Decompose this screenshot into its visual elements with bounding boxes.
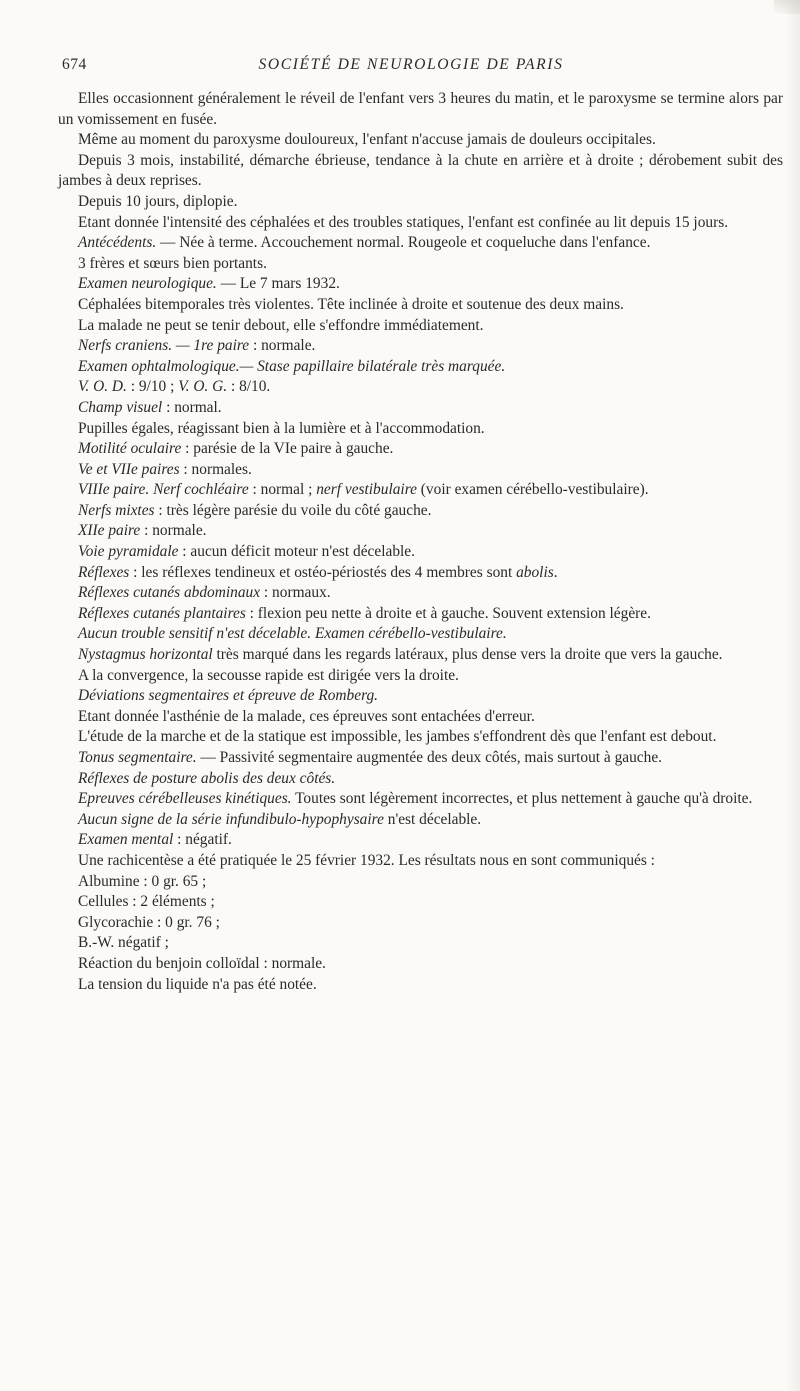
text-run: : 8/10. bbox=[227, 378, 271, 396]
italic-run: Nerfs mixtes bbox=[78, 501, 155, 519]
paragraph bbox=[58, 233, 783, 254]
italic-run: Motilité oculaire bbox=[78, 440, 182, 458]
paragraph bbox=[58, 192, 783, 213]
text-run: . bbox=[553, 563, 558, 581]
paragraph bbox=[58, 645, 783, 666]
italic-run: Aucun trouble sensitif n'est décelable. Examen cérébello-vestibulaire. bbox=[78, 625, 507, 643]
paragraph bbox=[58, 769, 783, 790]
paragraph bbox=[58, 748, 783, 769]
italic-run: Réflexes cutanés abdominaux bbox=[78, 584, 261, 602]
paragraph bbox=[58, 830, 783, 851]
text-run: 3 frères et sœurs bien portants. bbox=[78, 254, 267, 272]
paragraph bbox=[58, 851, 783, 872]
page-body bbox=[58, 89, 783, 995]
italic-run: Ve et VIIe paires bbox=[78, 460, 180, 478]
italic-run: V. O. G. bbox=[178, 378, 228, 396]
text-run: La tension du liquide n'a pas été notée. bbox=[78, 975, 317, 993]
paragraph bbox=[58, 521, 783, 542]
italic-run: VIIIe paire. Nerf cochléaire bbox=[78, 481, 249, 499]
italic-run: nerf vestibulaire bbox=[316, 481, 417, 499]
paragraph bbox=[58, 316, 783, 337]
text-run: très marqué dans les regards latéraux, plus dense vers la droite que vers la gauche. bbox=[212, 646, 723, 664]
paragraph bbox=[58, 913, 783, 934]
text-run: Cellules : 2 éléments ; bbox=[78, 893, 215, 911]
text-run: Etant donnée l'asthénie de la malade, ces épreuves sont entachées d'erreur. bbox=[78, 707, 535, 725]
text-run: (voir examen cérébello-vestibulaire). bbox=[416, 481, 649, 499]
text-run: : négatif. bbox=[173, 831, 232, 849]
paragraph bbox=[58, 872, 783, 893]
paragraph bbox=[58, 604, 783, 625]
italic-run: Examen neurologique. bbox=[78, 275, 217, 293]
paragraph bbox=[58, 810, 783, 831]
text-run: : normale. bbox=[249, 337, 316, 355]
text-run: — Le 7 mars 1932. bbox=[216, 275, 340, 293]
page-edge-shadow bbox=[786, 0, 800, 1391]
text-run: — Née à terme. Accouchement normal. Rougeole et coqueluche dans l'enfance. bbox=[156, 234, 651, 252]
paragraph bbox=[58, 686, 783, 707]
text-run: Elles occasionnent généralement le réveil de l'enfant vers 3 heures du matin, et le paroxysme se termine alors par un vomissement en fusée. bbox=[58, 90, 783, 128]
text-run: : normales. bbox=[179, 460, 252, 478]
italic-run: V. O. D. bbox=[78, 378, 127, 396]
italic-run: Epreuves cérébelleuses kinétiques. bbox=[78, 790, 292, 808]
paragraph bbox=[58, 89, 783, 130]
text-run: A la convergence, la secousse rapide est dirigée vers la droite. bbox=[78, 666, 459, 684]
text-run: Toutes sont légèrement incorrectes, et plus nettement à gauche qu'à droite. bbox=[291, 790, 753, 808]
paragraph bbox=[58, 377, 783, 398]
text-run: : 9/10 ; bbox=[126, 378, 179, 396]
text-run: Réaction du benjoin colloïdal : normale. bbox=[78, 954, 326, 972]
paragraph bbox=[58, 439, 783, 460]
paragraph bbox=[58, 357, 783, 378]
text-run: : normaux. bbox=[260, 584, 331, 602]
paragraph bbox=[58, 501, 783, 522]
paragraph bbox=[58, 151, 783, 192]
italic-run: Voie pyramidale bbox=[78, 543, 179, 561]
paragraph bbox=[58, 480, 783, 501]
text-run: Pupilles égales, réagissant bien à la lumière et à l'accommodation. bbox=[78, 419, 485, 437]
paragraph bbox=[58, 213, 783, 234]
italic-run: Aucun signe de la série infundibulo-hypophysaire bbox=[78, 810, 384, 828]
paragraph bbox=[58, 130, 783, 151]
italic-run: Nystagmus horizontal bbox=[78, 646, 213, 664]
text-run: Glycorachie : 0 gr. 76 ; bbox=[78, 913, 220, 931]
paragraph bbox=[58, 336, 783, 357]
paragraph bbox=[58, 583, 783, 604]
paragraph bbox=[58, 398, 783, 419]
text-run: Etant donnée l'intensité des céphalées et des troubles statiques, l'enfant est confinée au lit depuis 15 jours. bbox=[78, 213, 729, 231]
paragraph bbox=[58, 933, 783, 954]
italic-run: Examen ophtalmologique.— Stase papillaire bilatérale très marquée. bbox=[78, 357, 506, 375]
italic-run: XIIe paire bbox=[78, 522, 141, 540]
paragraph bbox=[58, 624, 783, 645]
italic-run: Antécédents. bbox=[78, 234, 157, 252]
italic-run: Réflexes cutanés plantaires bbox=[78, 604, 246, 622]
italic-run: Examen mental bbox=[78, 831, 174, 849]
italic-run: Nerfs craniens. — 1re paire bbox=[78, 337, 250, 355]
text-run: L'étude de la marche et de la statique est impossible, les jambes s'effondrent dès que l'enfant est debout. bbox=[78, 728, 717, 746]
text-run: Une rachicentèse a été pratiquée le 25 février 1932. Les résultats nous en sont communiqués : bbox=[78, 851, 655, 869]
italic-run: abolis bbox=[516, 563, 554, 581]
page-corner bbox=[774, 0, 800, 14]
text-run: Depuis 3 mois, instabilité, démarche ébrieuse, tendance à la chute en arrière et à droite ; dérobement subit des jambes à deux reprises. bbox=[58, 151, 783, 190]
paragraph bbox=[58, 707, 783, 728]
text-run: Même au moment du paroxysme douloureux, l'enfant n'accuse jamais de douleurs occipitales. bbox=[78, 131, 656, 149]
text-run: : aucun déficit moteur n'est décelable. bbox=[178, 543, 415, 561]
text-run: La malade ne peut se tenir debout, elle s'effondre immédiatement. bbox=[78, 316, 484, 334]
text-run: : très légère parésie du voile du côté gauche. bbox=[154, 501, 432, 519]
text-run: B.-W. négatif ; bbox=[78, 934, 169, 952]
text-run: : les réflexes tendineux et ostéo-périostés des 4 membres sont bbox=[129, 563, 517, 581]
paragraph bbox=[58, 892, 783, 913]
paragraph bbox=[58, 460, 783, 481]
text-run: : normale. bbox=[140, 522, 207, 540]
text-run: Depuis 10 jours, diplopie. bbox=[78, 192, 238, 210]
text-run: n'est décelable. bbox=[383, 810, 482, 828]
paragraph bbox=[58, 563, 783, 584]
text-run: — Passivité segmentaire augmentée des deux côtés, mais surtout à gauche. bbox=[196, 749, 663, 766]
page-number: 674 bbox=[62, 56, 87, 73]
running-title: SOCIÉTÉ DE NEUROLOGIE DE PARIS bbox=[258, 56, 564, 73]
paragraph bbox=[58, 542, 783, 563]
italic-run: Déviations segmentaires et épreuve de Romberg. bbox=[78, 687, 379, 705]
paragraph bbox=[58, 666, 783, 687]
text-run: : normal. bbox=[162, 398, 222, 416]
text-run: Céphalées bitemporales très violentes. Tête inclinée à droite et soutenue des deux mains. bbox=[78, 295, 624, 313]
text-run: : normal ; bbox=[248, 481, 317, 499]
text-run: : parésie de la VIe paire à gauche. bbox=[181, 440, 394, 458]
paragraph bbox=[58, 975, 783, 996]
paragraph bbox=[58, 295, 783, 316]
paragraph bbox=[58, 274, 783, 295]
italic-run: Champ visuel bbox=[78, 398, 163, 416]
paragraph bbox=[58, 419, 783, 440]
paragraph bbox=[58, 254, 783, 275]
italic-run: Réflexes bbox=[78, 563, 130, 581]
page-header bbox=[62, 55, 760, 79]
italic-run: Tonus segmentaire. bbox=[78, 749, 197, 766]
paragraph bbox=[58, 727, 783, 748]
paragraph bbox=[58, 789, 783, 810]
text-run: : flexion peu nette à droite et à gauche. Souvent extension légère. bbox=[245, 604, 651, 622]
paragraph bbox=[58, 954, 783, 975]
text-run: Albumine : 0 gr. 65 ; bbox=[78, 872, 207, 890]
italic-run: Réflexes de posture abolis des deux côtés. bbox=[78, 769, 336, 787]
